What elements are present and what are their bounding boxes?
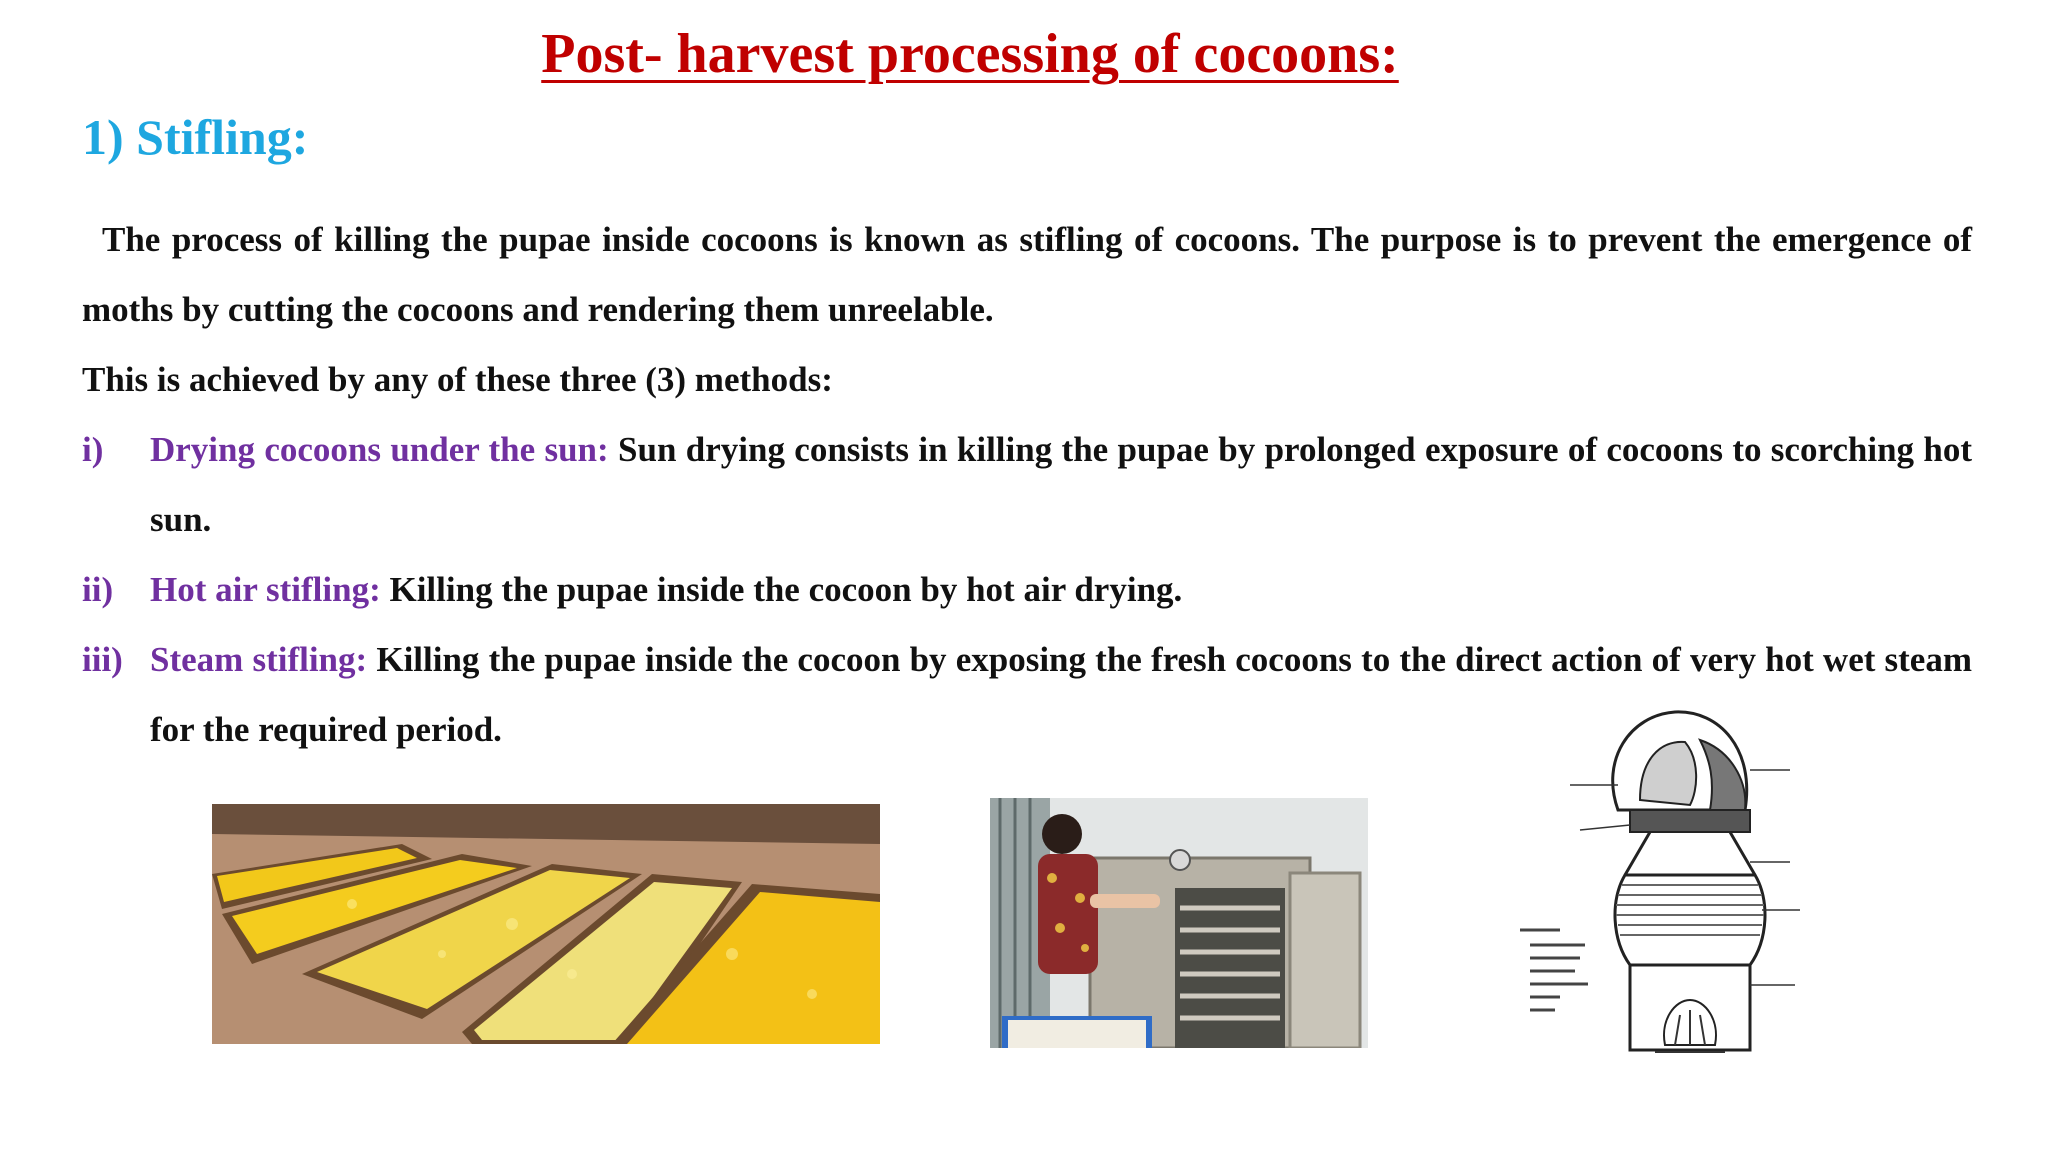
methods-intro: This is achieved by any of these three (3) methods:: [82, 360, 833, 399]
method-marker: i): [82, 430, 104, 469]
method-name: Drying cocoons under the sun:: [150, 430, 609, 469]
hot-air-stifling-photo: [990, 798, 1368, 1048]
method-item: [82, 415, 1972, 555]
method-description: Killing the pupae inside the cocoon by exposing the fresh cocoons to the direct action of very hot wet steam for the required period.: [150, 640, 1973, 749]
method-item: [82, 555, 1972, 625]
slide-title: Post- harvest processing of cocoons:: [541, 23, 1399, 85]
method-name: Hot air stifling:: [150, 570, 381, 609]
method-description: Sun drying consists in killing the pupae by prolonged exposure of cocoons to scorching hot sun.: [150, 430, 1973, 539]
section-heading: 1) Stifling:: [82, 109, 309, 165]
method-description: Killing the pupae inside the cocoon by hot air drying.: [389, 570, 1183, 609]
method-name: Steam stifling:: [150, 640, 368, 679]
steam-stifling-diagram: [1500, 700, 1830, 1060]
sun-drying-photo: [212, 804, 880, 1044]
intro-paragraph: The process of killing the pupae inside cocoons is known as stifling of cocoons. The purpose is to prevent the emergence of moths by cutting the cocoons and rendering them unreelable.: [82, 220, 1972, 329]
method-marker: iii): [82, 640, 123, 679]
method-marker: ii): [82, 570, 114, 609]
